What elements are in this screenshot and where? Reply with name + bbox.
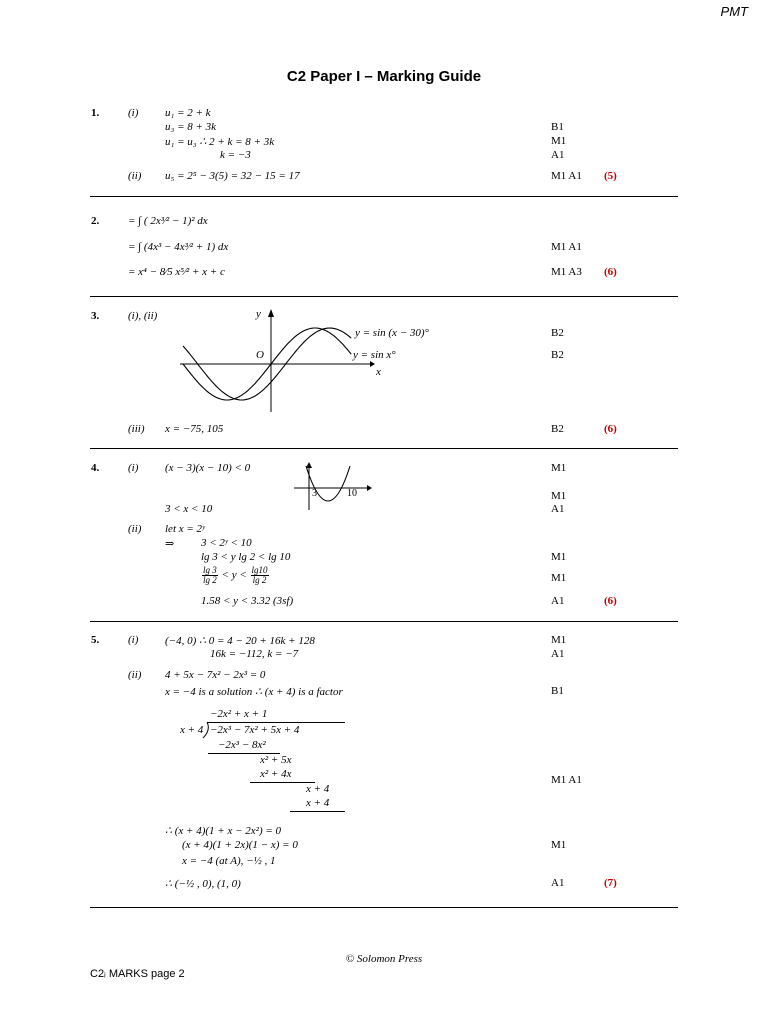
working-line: 3 < 2ʸ < 10 — [201, 537, 252, 549]
division-step: x² + 5x — [260, 754, 292, 766]
working-line: = ∫ ( 2x³⁄² − 1)² dx — [128, 215, 208, 227]
mark: M1 — [551, 634, 567, 646]
working-line: u₁ = u₃ ∴ 2 + k = 8 + 3k — [165, 136, 275, 148]
implies-arrow: ⇒ — [165, 538, 175, 550]
fraction-numerator: lg10 — [251, 565, 268, 575]
working-line: k = −3 — [220, 149, 251, 161]
fraction-denominator: lg 2 — [252, 575, 267, 585]
working-line: (x + 4)(1 + 2x)(1 − x) = 0 — [182, 839, 298, 851]
y-axis-label: y — [256, 308, 261, 320]
division-step: −2x³ − 8x² — [218, 739, 266, 751]
total-marks: (6) — [604, 266, 617, 278]
page-title: C2 Paper I – Marking Guide — [286, 68, 482, 85]
part-label: (ii) — [128, 523, 142, 535]
mark: M1 — [551, 839, 567, 851]
part-label: (i), (ii) — [128, 310, 158, 322]
dividend: −2x³ − 7x² + 5x + 4 — [210, 724, 300, 736]
mark: M1 — [551, 135, 567, 147]
pmt-label: PMT — [720, 4, 748, 19]
working-line — [201, 566, 270, 585]
working-line: u₃ = 8 + 3k — [165, 121, 217, 133]
total-marks: (7) — [604, 877, 617, 889]
fraction-denominator: lg 2 — [203, 575, 217, 585]
divider — [90, 196, 678, 197]
mark: M1 — [551, 551, 567, 563]
total-marks: (6) — [604, 595, 617, 607]
question-number: 4. — [91, 462, 100, 474]
mark: M1 — [551, 462, 567, 474]
division-step: x + 4 — [306, 797, 330, 809]
division-step: x + 4 — [306, 783, 330, 795]
part-label: (ii) — [128, 669, 142, 681]
mark: A1 — [551, 877, 565, 889]
page-footer: C2ᵢ MARKS page 2 — [90, 968, 185, 980]
mark: M1 A3 — [551, 266, 582, 278]
origin-label: O — [256, 349, 264, 361]
mark: B2 — [551, 423, 564, 435]
question-number: 2. — [91, 215, 100, 227]
mark: B2 — [551, 349, 564, 361]
mark: M1 A1 — [551, 170, 582, 182]
mark: M1 A1 — [551, 774, 582, 786]
part-label: (ii) — [128, 170, 142, 182]
working-line: 1.58 < y < 3.32 (3sf) — [201, 595, 294, 607]
divider — [90, 907, 678, 908]
inequality: < y < — [221, 569, 247, 582]
working-line: 3 < x < 10 — [165, 503, 213, 515]
mark: A1 — [551, 149, 565, 161]
working-line: u₁ = 2 + k — [165, 107, 211, 119]
root-label: 3 — [312, 488, 317, 499]
working-line: (x − 3)(x − 10) < 0 — [165, 462, 251, 474]
mark: M1 — [551, 490, 567, 502]
working-line: x = −75, 105 — [165, 423, 224, 435]
fraction-numerator: lg 3 — [203, 565, 217, 575]
divisor: x + 4 — [180, 724, 204, 736]
mark: M1 A1 — [551, 241, 582, 253]
working-line: let x = 2ʸ — [165, 523, 205, 535]
total-marks: (5) — [604, 170, 617, 182]
working-line: x = −4 is a solution ∴ (x + 4) is a factor — [165, 686, 343, 698]
working-line: = x⁴ − 8⁄5 x⁵⁄² + x + c — [128, 266, 225, 278]
working-line: (−4, 0) ∴ 0 = 4 − 20 + 16k + 128 — [165, 635, 315, 647]
division-step: x² + 4x — [260, 768, 292, 780]
working-line: u₅ = 2⁵ − 3(5) = 32 − 15 = 17 — [165, 170, 300, 182]
mark: A1 — [551, 503, 565, 515]
curve-label: y = sin x° — [353, 349, 396, 361]
quotient: −2x² + x + 1 — [210, 708, 268, 720]
part-label: (i) — [128, 462, 139, 474]
working-line: 4 + 5x − 7x² − 2x³ = 0 — [165, 669, 266, 681]
question-number: 3. — [91, 310, 100, 322]
working-line: 16k = −112, k = −7 — [210, 648, 299, 660]
question-number: 1. — [91, 107, 100, 119]
division-line — [290, 811, 345, 812]
working-line: ∴ (−½ , 0), (1, 0) — [165, 878, 241, 890]
root-label: 10 — [347, 488, 357, 499]
part-label: (i) — [128, 107, 139, 119]
parabola-sketch — [292, 460, 372, 512]
sine-graph — [175, 305, 375, 415]
working-line: lg 3 < y lg 2 < lg 10 — [201, 551, 291, 563]
mark: A1 — [551, 595, 565, 607]
divider — [90, 448, 678, 449]
divider — [90, 296, 678, 297]
working-line: ∴ (x + 4)(1 + x − 2x²) = 0 — [165, 825, 282, 837]
part-label: (iii) — [128, 423, 145, 435]
x-axis-label: x — [376, 366, 381, 378]
question-number: 5. — [91, 634, 100, 646]
mark: B1 — [551, 121, 564, 133]
total-marks: (6) — [604, 423, 617, 435]
part-label: (i) — [128, 634, 139, 646]
working-line: = ∫ (4x³ − 4x³⁄² + 1) dx — [128, 241, 229, 253]
division-bracket — [201, 721, 209, 739]
mark: B1 — [551, 685, 564, 697]
mark: B2 — [551, 327, 564, 339]
mark: A1 — [551, 648, 565, 660]
curve-label: y = sin (x − 30)° — [355, 327, 429, 339]
mark: M1 — [551, 572, 567, 584]
publisher: © Solomon Press — [345, 953, 423, 965]
divider — [90, 621, 678, 622]
division-bar — [207, 722, 345, 723]
working-line: x = −4 (at A), −½ , 1 — [182, 855, 276, 867]
